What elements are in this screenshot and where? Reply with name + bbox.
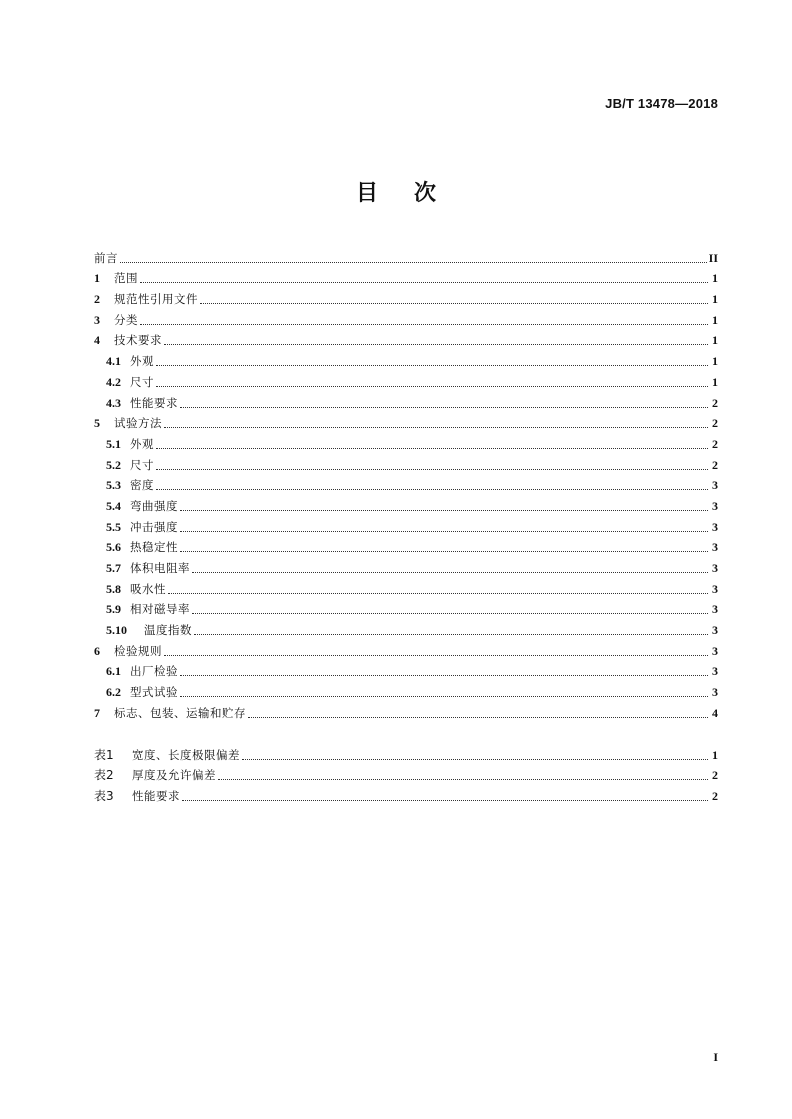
dot-leader bbox=[180, 675, 708, 676]
toc-entry-number: 1 bbox=[94, 271, 100, 286]
toc-entry-number: 5.9 bbox=[106, 602, 121, 617]
toc-entry-page: 1 bbox=[712, 333, 718, 348]
toc-entry-6-2[interactable] bbox=[94, 679, 718, 700]
toc-entry-label: 冲击强度 bbox=[130, 519, 178, 534]
dot-leader bbox=[180, 551, 708, 552]
toc-entry-6-1[interactable] bbox=[94, 659, 718, 680]
dot-leader bbox=[182, 800, 708, 801]
toc-entry-5-9[interactable] bbox=[94, 597, 718, 618]
toc-entry-number: 4.2 bbox=[106, 374, 121, 389]
dot-leader bbox=[192, 613, 708, 614]
toc-entry-number: 5.7 bbox=[106, 561, 121, 575]
toc-entry-label: 分类 bbox=[114, 312, 138, 327]
toc-entry-number: 4.3 bbox=[106, 395, 121, 410]
toc-entry-label: 相对磁导率 bbox=[130, 602, 190, 617]
toc-entry-label: 温度指数 bbox=[144, 623, 192, 638]
table-entry-number: 表3 bbox=[94, 789, 114, 804]
toc-entry-label: 出厂检验 bbox=[130, 664, 178, 679]
toc-entry-5-10[interactable] bbox=[94, 617, 718, 638]
dot-leader bbox=[192, 572, 708, 573]
toc-entry-label: 试验方法 bbox=[114, 416, 162, 431]
dot-leader bbox=[140, 282, 708, 283]
toc-entry-number: 7 bbox=[94, 705, 100, 720]
toc-entry-page: 4 bbox=[712, 705, 718, 720]
toc-entry-page: 3 bbox=[712, 561, 718, 575]
dot-leader bbox=[164, 427, 708, 428]
table-entry-number: 表1 bbox=[94, 747, 114, 762]
toc-entry-number: 5.10 bbox=[106, 623, 127, 638]
toc-entry-page: 3 bbox=[712, 602, 718, 617]
table-entry-label: 厚度及允许偏差 bbox=[132, 768, 216, 783]
dot-leader bbox=[140, 324, 708, 325]
toc-entry-page: 2 bbox=[712, 395, 718, 410]
toc-entry-number: 5.2 bbox=[106, 457, 121, 472]
dot-leader bbox=[180, 510, 708, 511]
table-entry-3[interactable] bbox=[94, 783, 718, 804]
table-entry-page: 1 bbox=[712, 747, 718, 762]
toc-entry-label: 密度 bbox=[130, 478, 154, 493]
toc-entry-5-1[interactable] bbox=[94, 431, 718, 452]
toc-entry-7[interactable] bbox=[94, 700, 718, 721]
toc-entry-number: 4.1 bbox=[106, 354, 121, 369]
toc-entry-number: 5.4 bbox=[106, 498, 121, 513]
toc-entry-5-8[interactable] bbox=[94, 576, 718, 597]
page-number: I bbox=[713, 1050, 718, 1064]
list-of-tables bbox=[94, 742, 718, 804]
toc-entry-5-7[interactable] bbox=[94, 555, 718, 576]
toc-entry-page: 3 bbox=[712, 623, 718, 638]
table-entry-page: 2 bbox=[712, 768, 718, 783]
dot-leader bbox=[164, 344, 708, 345]
toc-entry-label: 外观 bbox=[130, 354, 154, 369]
toc-entry-page: 3 bbox=[712, 478, 718, 493]
toc-entry-number: 5.8 bbox=[106, 581, 121, 596]
toc-entry-number: 5.5 bbox=[106, 519, 121, 534]
toc-entry-number: 6.2 bbox=[106, 685, 121, 700]
toc-entry-number: 2 bbox=[94, 292, 100, 307]
table-entry-label: 宽度、长度极限偏差 bbox=[132, 747, 240, 762]
toc-entry-page: 2 bbox=[712, 436, 718, 451]
toc-entry-5[interactable] bbox=[94, 411, 718, 432]
toc-entry-5-2[interactable] bbox=[94, 452, 718, 473]
toc-entry-foreword[interactable] bbox=[94, 245, 718, 266]
table-of-contents bbox=[94, 245, 718, 721]
toc-entry-5-3[interactable] bbox=[94, 473, 718, 494]
dot-leader bbox=[200, 303, 708, 304]
dot-leader bbox=[168, 593, 708, 594]
dot-leader bbox=[156, 448, 708, 449]
dot-leader bbox=[156, 469, 708, 470]
dot-leader bbox=[218, 779, 708, 780]
toc-entry-page: 1 bbox=[712, 271, 718, 286]
toc-entry-page: 1 bbox=[712, 354, 718, 369]
table-entry-2[interactable] bbox=[94, 763, 718, 784]
standard-code: JB/T 13478—2018 bbox=[605, 96, 718, 111]
dot-leader bbox=[194, 634, 708, 635]
toc-entry-page: 3 bbox=[712, 581, 718, 596]
toc-entry-2[interactable] bbox=[94, 286, 718, 307]
dot-leader bbox=[156, 365, 708, 366]
toc-entry-page: 2 bbox=[712, 416, 718, 431]
toc-entry-page: 3 bbox=[712, 519, 718, 534]
toc-entry-4-1[interactable] bbox=[94, 348, 718, 369]
toc-entry-number: 5 bbox=[94, 416, 100, 431]
toc-entry-label: 性能要求 bbox=[130, 395, 178, 410]
toc-entry-page: 3 bbox=[712, 685, 718, 700]
toc-entry-5-6[interactable] bbox=[94, 535, 718, 556]
toc-entry-label: 体积电阻率 bbox=[130, 561, 190, 575]
toc-entry-4[interactable] bbox=[94, 328, 718, 349]
toc-entry-number: 6 bbox=[94, 643, 100, 658]
dot-leader bbox=[180, 531, 708, 532]
toc-entry-1[interactable] bbox=[94, 266, 718, 287]
dot-leader bbox=[156, 489, 708, 490]
toc-entry-number: 4 bbox=[94, 333, 100, 348]
toc-entry-label: 吸水性 bbox=[130, 581, 166, 596]
toc-entry-page: 3 bbox=[712, 643, 718, 658]
toc-entry-4-2[interactable] bbox=[94, 369, 718, 390]
toc-entry-3[interactable] bbox=[94, 307, 718, 328]
toc-entry-number: 3 bbox=[94, 312, 100, 327]
toc-entry-number: 6.1 bbox=[106, 664, 121, 679]
dot-leader bbox=[180, 407, 708, 408]
table-entry-label: 性能要求 bbox=[132, 789, 180, 804]
toc-entry-label: 范围 bbox=[114, 271, 138, 286]
toc-entry-page: 1 bbox=[712, 292, 718, 307]
dot-leader bbox=[242, 759, 708, 760]
toc-entry-label: 外观 bbox=[130, 436, 154, 451]
toc-entry-page: 2 bbox=[712, 457, 718, 472]
toc-entry-page: 3 bbox=[712, 498, 718, 513]
page-title: 目次 bbox=[355, 181, 472, 206]
toc-entry-page: 1 bbox=[712, 312, 718, 327]
dot-leader bbox=[120, 262, 707, 263]
toc-entry-6[interactable] bbox=[94, 638, 718, 659]
table-entry-number: 表2 bbox=[94, 768, 114, 783]
dot-leader bbox=[156, 386, 708, 387]
toc-entry-label: 标志、包装、运输和贮存 bbox=[114, 705, 246, 720]
toc-entry-number: 5.6 bbox=[106, 540, 121, 555]
table-entry-1[interactable] bbox=[94, 742, 718, 763]
toc-entry-5-5[interactable] bbox=[94, 514, 718, 535]
toc-entry-label: 型式试验 bbox=[130, 685, 178, 700]
dot-leader bbox=[164, 655, 708, 656]
toc-entry-page: 1 bbox=[712, 374, 718, 389]
toc-entry-label: 检验规则 bbox=[114, 643, 162, 658]
toc-entry-page: 3 bbox=[712, 540, 718, 555]
toc-entry-page: II bbox=[708, 250, 718, 265]
table-entry-page: 2 bbox=[712, 789, 718, 804]
toc-entry-page: 3 bbox=[712, 664, 718, 679]
toc-entry-label: 技术要求 bbox=[114, 333, 162, 348]
toc-entry-label: 热稳定性 bbox=[130, 540, 178, 555]
toc-entry-label: 规范性引用文件 bbox=[114, 292, 198, 307]
toc-entry-5-4[interactable] bbox=[94, 493, 718, 514]
toc-entry-label: 尺寸 bbox=[130, 374, 154, 389]
toc-entry-number: 5.3 bbox=[106, 478, 121, 493]
toc-entry-label: 尺寸 bbox=[130, 457, 154, 472]
toc-entry-4-3[interactable] bbox=[94, 390, 718, 411]
toc-entry-label: 弯曲强度 bbox=[130, 498, 178, 513]
dot-leader bbox=[248, 717, 708, 718]
dot-leader bbox=[180, 696, 708, 697]
toc-entry-number: 5.1 bbox=[106, 436, 121, 451]
toc-entry-label: 前言 bbox=[94, 250, 118, 265]
